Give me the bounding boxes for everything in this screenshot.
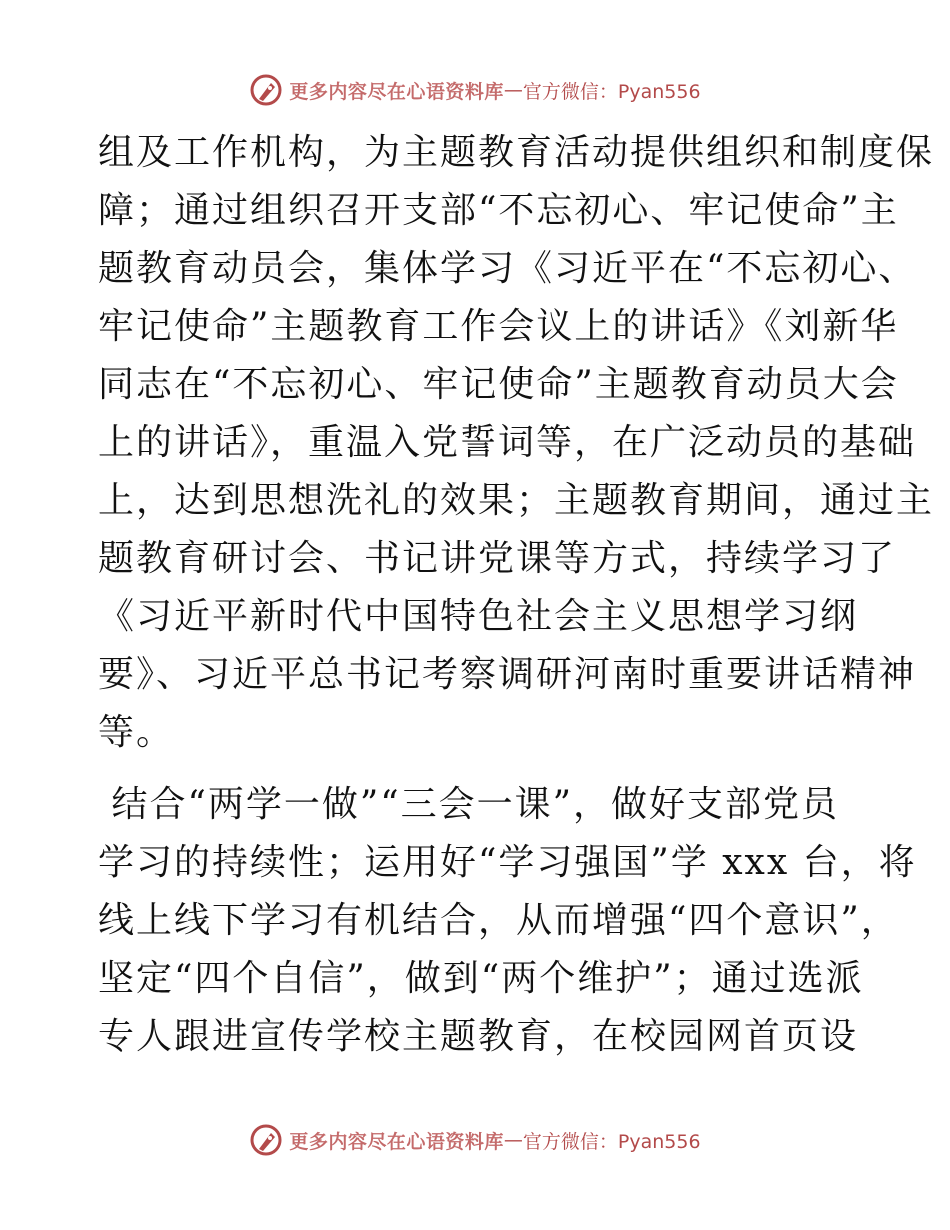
paragraph-1 — [98, 124, 935, 762]
footer-contact-text: 官方微信：Pyan556 — [522, 1130, 701, 1153]
paragraph-spacer — [98, 762, 858, 776]
text-line: 等。 — [98, 712, 175, 753]
text-line: 线上线下学习有机结合，从而增强“四个意识”， — [98, 900, 899, 941]
text-line: 组及工作机构，为主题教育活动提供组织和制度保 — [98, 132, 935, 173]
page-header-watermark — [0, 70, 950, 110]
header-brand-text: 更多内容尽在心语资料库 — [289, 80, 504, 103]
paragraph-2 — [98, 776, 917, 1066]
document-body — [98, 124, 935, 1066]
text-line: 题教育研讨会、书记讲党课等方式，持续学习了 — [98, 538, 897, 579]
page-footer-watermark — [0, 1120, 950, 1160]
text-line: 题教育动员会，集体学习《习近平在“不忘初心、 — [98, 248, 917, 289]
text-line: 同志在“不忘初心、牢记使命”主题教育动员大会 — [98, 364, 899, 405]
text-line: 牢记使命”主题教育工作会议上的讲话》《刘新华 — [98, 306, 899, 347]
pen-nib-circle-icon — [249, 1123, 283, 1157]
header-contact-text: 官方微信：Pyan556 — [522, 80, 701, 103]
text-line: 上的讲话》，重温入党誓词等，在广泛动员的基础 — [98, 422, 917, 463]
text-line: 障；通过组织召开支部“不忘初心、牢记使命”主 — [98, 190, 899, 231]
text-line: 坚定“四个自信”，做到“两个维护”；通过选派 — [98, 958, 864, 999]
text-line: 上，达到思想洗礼的效果；主题教育期间，通过主 — [98, 480, 935, 521]
text-line: 专人跟进宣传学校主题教育，在校园网首页设 — [98, 1016, 859, 1057]
pen-nib-circle-icon — [249, 73, 283, 107]
text-line: 《习近平新时代中国特色社会主义思想学习纲 — [98, 596, 859, 637]
text-line: 要》、习近平总书记考察调研河南时重要讲话精神 — [98, 654, 917, 695]
footer-brand-text: 更多内容尽在心语资料库 — [289, 1130, 504, 1153]
text-line: 结合“两学一做”“三会一课”，做好支部党员 — [98, 784, 840, 825]
text-line: 学习的持续性；运用好“学习强国”学 xxx 台，将 — [98, 842, 917, 883]
footer-separator: — — [503, 1129, 523, 1151]
header-separator: — — [503, 79, 523, 101]
